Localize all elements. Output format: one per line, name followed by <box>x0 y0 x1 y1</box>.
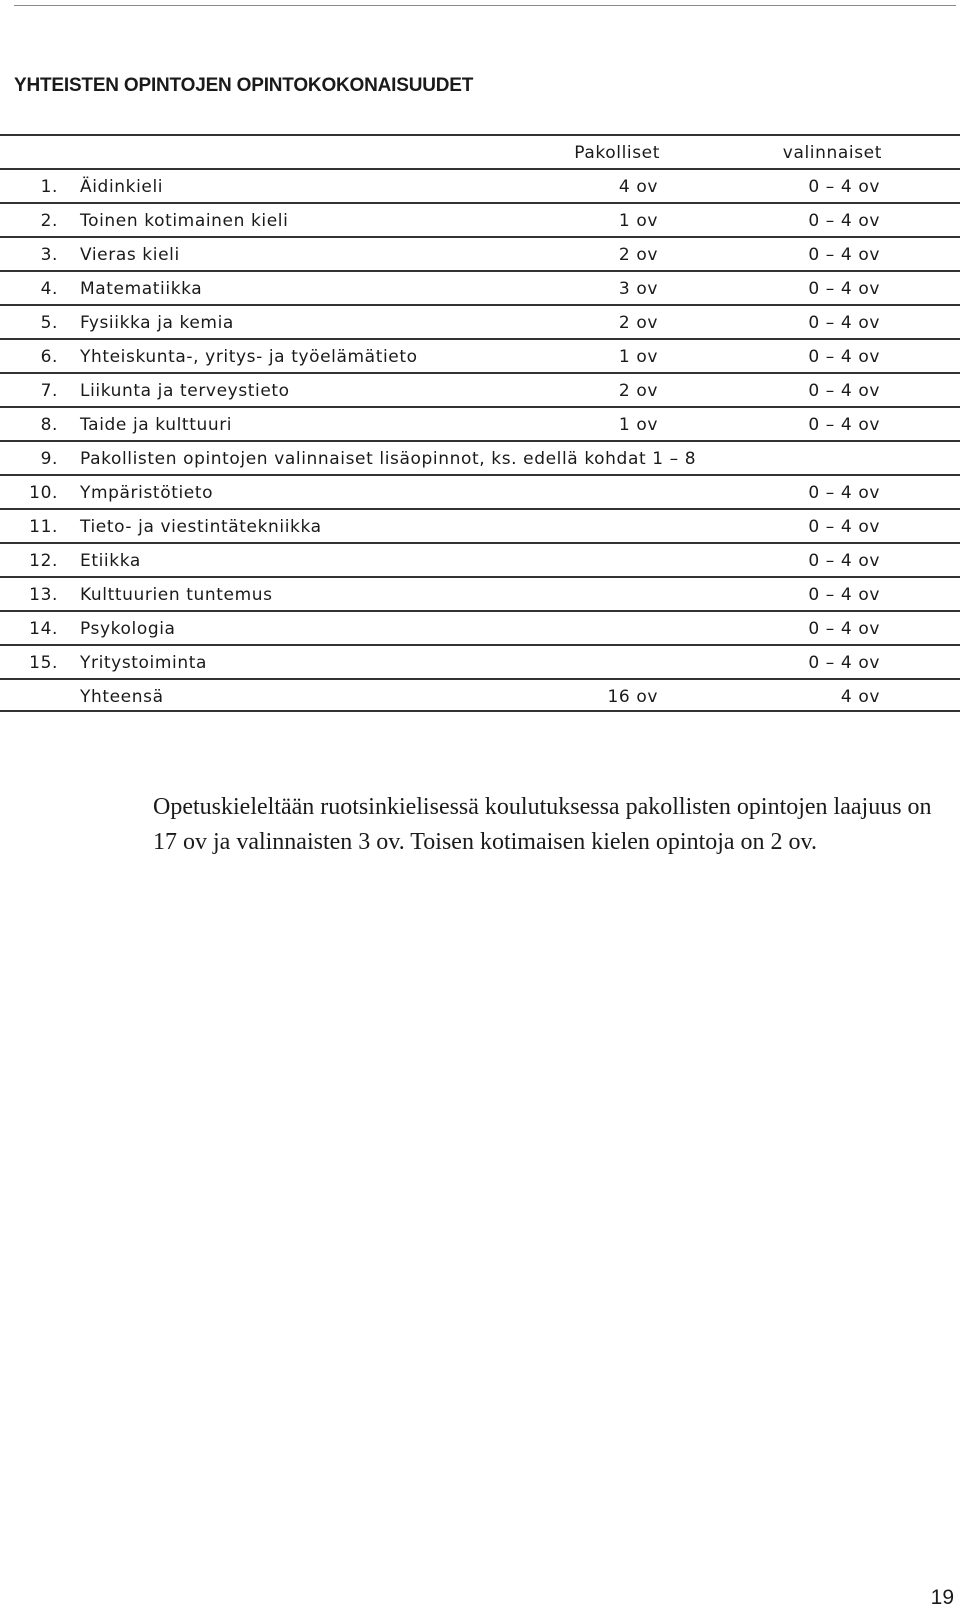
row-optional: 0 – 4 ov <box>808 245 880 265</box>
top-rule <box>14 5 956 6</box>
row-optional: 0 – 4 ov <box>808 585 880 605</box>
page-title: YHTEISTEN OPINTOJEN OPINTOKOKONAISUUDET <box>14 75 474 96</box>
row-optional: 0 – 4 ov <box>808 381 880 401</box>
table-row <box>0 610 960 644</box>
row-optional: 0 – 4 ov <box>808 551 880 571</box>
table-row <box>0 202 960 236</box>
row-subject: Liikunta ja terveystieto <box>80 381 290 401</box>
total-mandatory: 16 ov <box>607 687 658 707</box>
row-mandatory: 2 ov <box>618 313 658 333</box>
row-number: 10. <box>29 483 58 503</box>
row-optional: 0 – 4 ov <box>808 653 880 673</box>
total-optional: 4 ov <box>840 687 880 707</box>
row-optional: 0 – 4 ov <box>808 177 880 197</box>
row-subject: Etiikka <box>80 551 141 571</box>
table-row <box>0 474 960 508</box>
table-row <box>0 440 960 474</box>
table-row <box>0 168 960 202</box>
row-number: 5. <box>40 313 58 333</box>
row-subject: Äidinkieli <box>80 177 164 197</box>
table-row <box>0 304 960 338</box>
column-header-optional: valinnaiset <box>782 143 882 163</box>
table-row <box>0 236 960 270</box>
row-number: 4. <box>40 279 58 299</box>
row-subject: Ympäristötieto <box>80 483 214 503</box>
row-number: 8. <box>40 415 58 435</box>
page-number: 19 <box>930 1586 954 1609</box>
table-row <box>0 508 960 542</box>
row-optional: 0 – 4 ov <box>808 517 880 537</box>
row-subject: Matematiikka <box>80 279 203 299</box>
row-mandatory: 1 ov <box>618 211 658 231</box>
row-optional: 0 – 4 ov <box>808 347 880 367</box>
table-row <box>0 338 960 372</box>
row-number: 2. <box>40 211 58 231</box>
row-optional: 0 – 4 ov <box>808 313 880 333</box>
row-number: 6. <box>40 347 58 367</box>
row-subject: Tieto- ja viestintätekniikka <box>80 517 322 537</box>
note-paragraph: Opetuskieleltään ruotsinkielisessä koulutuksessa pakollisten opintojen laajuus on 17 ov ja valinnaisten 3 ov. Toisen kotimaisen kielen opintoja on 2 ov. <box>153 794 932 855</box>
row-mandatory: 1 ov <box>618 415 658 435</box>
row-mandatory: 4 ov <box>618 177 658 197</box>
row-optional: 0 – 4 ov <box>808 619 880 639</box>
table-row <box>0 406 960 440</box>
row-mandatory: 1 ov <box>618 347 658 367</box>
row-number: 15. <box>29 653 58 673</box>
row-number: 9. <box>40 449 58 469</box>
row-subject: Pakollisten opintojen valinnaiset lisäopinnot, ks. edellä kohdat 1 – 8 <box>80 449 697 469</box>
row-subject: Taide ja kulttuuri <box>80 415 233 435</box>
row-number: 14. <box>29 619 58 639</box>
row-subject: Yritystoiminta <box>80 653 208 673</box>
total-label: Yhteensä <box>80 687 164 707</box>
row-mandatory: 3 ov <box>618 279 658 299</box>
table-total-row <box>0 678 960 712</box>
row-optional: 0 – 4 ov <box>808 211 880 231</box>
studies-table <box>0 134 960 712</box>
table-row <box>0 372 960 406</box>
column-header-mandatory: Pakolliset <box>574 143 660 163</box>
row-optional: 0 – 4 ov <box>808 483 880 503</box>
table-header-row <box>0 134 960 168</box>
row-number: 1. <box>40 177 58 197</box>
row-number: 3. <box>40 245 58 265</box>
table-body <box>0 168 960 678</box>
row-subject: Vieras kieli <box>80 245 180 265</box>
table-row <box>0 644 960 678</box>
table-row <box>0 576 960 610</box>
row-optional: 0 – 4 ov <box>808 279 880 299</box>
row-mandatory: 2 ov <box>618 245 658 265</box>
table-row <box>0 270 960 304</box>
row-subject: Fysiikka ja kemia <box>80 313 234 333</box>
row-number: 11. <box>29 517 58 537</box>
row-optional: 0 – 4 ov <box>808 415 880 435</box>
row-number: 7. <box>40 381 58 401</box>
row-subject: Yhteiskunta-, yritys- ja työelämätieto <box>80 347 418 367</box>
row-number: 13. <box>29 585 58 605</box>
row-mandatory: 2 ov <box>618 381 658 401</box>
row-number: 12. <box>29 551 58 571</box>
row-subject: Kulttuurien tuntemus <box>80 585 273 605</box>
row-subject: Toinen kotimainen kieli <box>80 211 289 231</box>
row-subject: Psykologia <box>80 619 176 639</box>
table-row <box>0 542 960 576</box>
